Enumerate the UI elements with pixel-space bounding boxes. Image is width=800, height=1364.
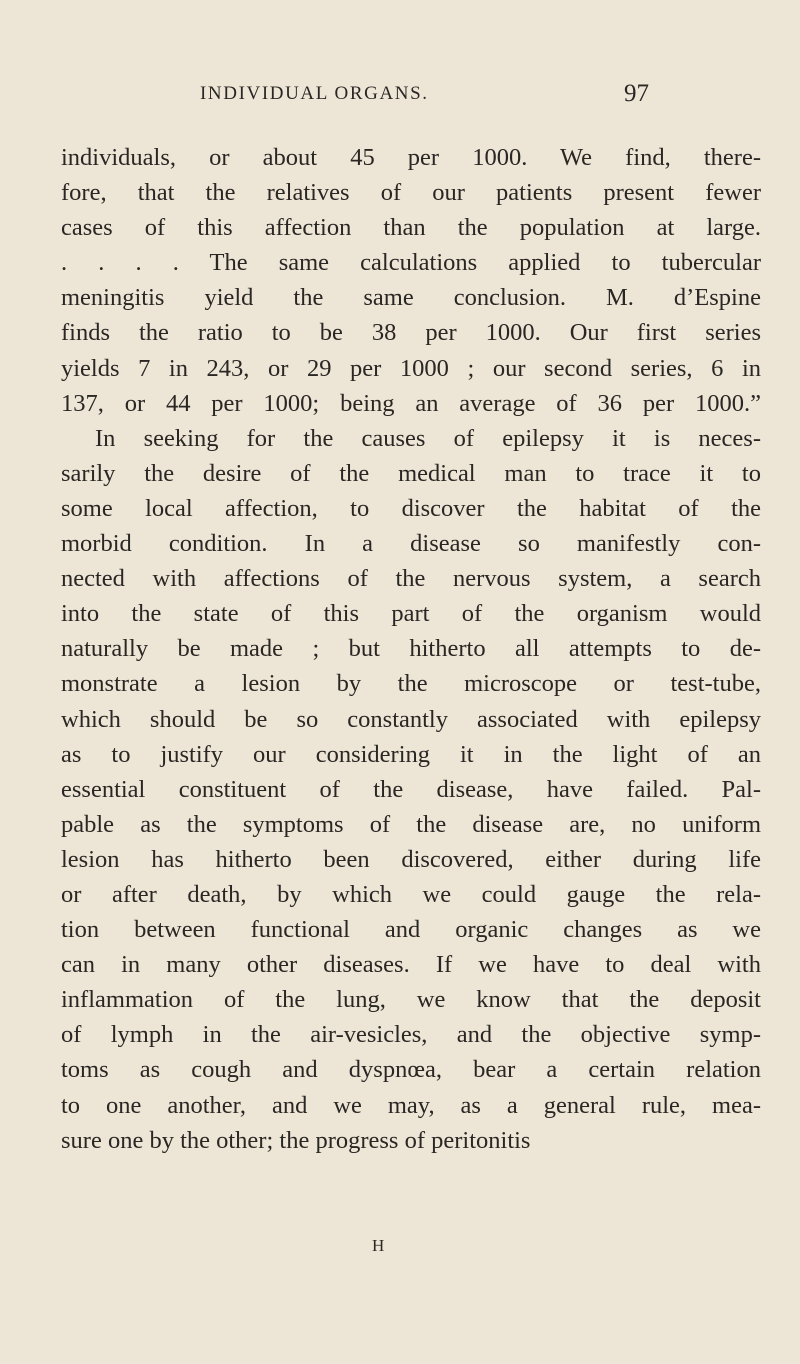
text-line: sure one by the other; the progress of peritonitis: [61, 1126, 531, 1154]
text-line: tion between functional and organic changes as we: [61, 916, 761, 944]
paragraph-start-line: In seeking for the causes of epilepsy it is neces-: [95, 424, 761, 452]
text-line: 137, or 44 per 1000; being an average of 36 per 1000.”: [61, 389, 761, 417]
text-line: nected with affections of the nervous system, a search: [61, 565, 761, 593]
text-line: yields 7 in 243, or 29 per 1000 ; our second series, 6 in: [61, 354, 761, 382]
text-line: or after death, by which we could gauge the rela-: [61, 880, 761, 908]
text-line: lesion has hitherto been discovered, either during life: [61, 845, 761, 873]
text-line: can in many other diseases. If we have to deal with: [61, 951, 761, 979]
text-line: sarily the desire of the medical man to trace it to: [61, 459, 761, 487]
text-line: individuals, or about 45 per 1000. We find, there-: [61, 144, 761, 171]
text-line: into the state of this part of the organism would: [61, 600, 761, 628]
text-line: to one another, and we may, as a general rule, mea-: [61, 1091, 761, 1119]
text-line: finds the ratio to be 38 per 1000. Our first series: [61, 319, 761, 347]
text-line: some local affection, to discover the habitat of the: [61, 494, 761, 522]
running-title: INDIVIDUAL ORGANS.: [200, 83, 429, 104]
text-line: toms as cough and dyspnœa, bear a certain relation: [61, 1056, 761, 1084]
text-line: which should be so constantly associated with epilepsy: [61, 705, 761, 733]
running-head: [0, 80, 800, 117]
text-line: naturally be made ; but hitherto all attempts to de-: [61, 635, 761, 663]
text-line: essential constituent of the disease, have failed. Pal-: [61, 775, 761, 803]
body-text: [61, 140, 761, 1158]
page-number: 97: [624, 80, 649, 107]
text-line: of lymph in the air-vesicles, and the objective symp-: [61, 1021, 761, 1049]
text-line: meningitis yield the same conclusion. M. d’Espine: [61, 284, 761, 312]
text-line: as to justify our considering it in the light of an: [61, 740, 761, 768]
text-line: pable as the symptoms of the disease are, no uniform: [61, 810, 761, 838]
text-line: . . . . The same calculations applied to tubercular: [61, 249, 761, 277]
text-line: fore, that the relatives of our patients present fewer: [61, 179, 761, 207]
text-line: inflammation of the lung, we know that the deposit: [61, 986, 761, 1014]
text-line: monstrate a lesion by the microscope or test-tube,: [61, 670, 761, 698]
text-line: morbid condition. In a disease so manifestly con-: [61, 530, 761, 558]
text-line: cases of this affection than the population at large.: [61, 214, 761, 242]
signature-mark: H: [372, 1236, 386, 1255]
